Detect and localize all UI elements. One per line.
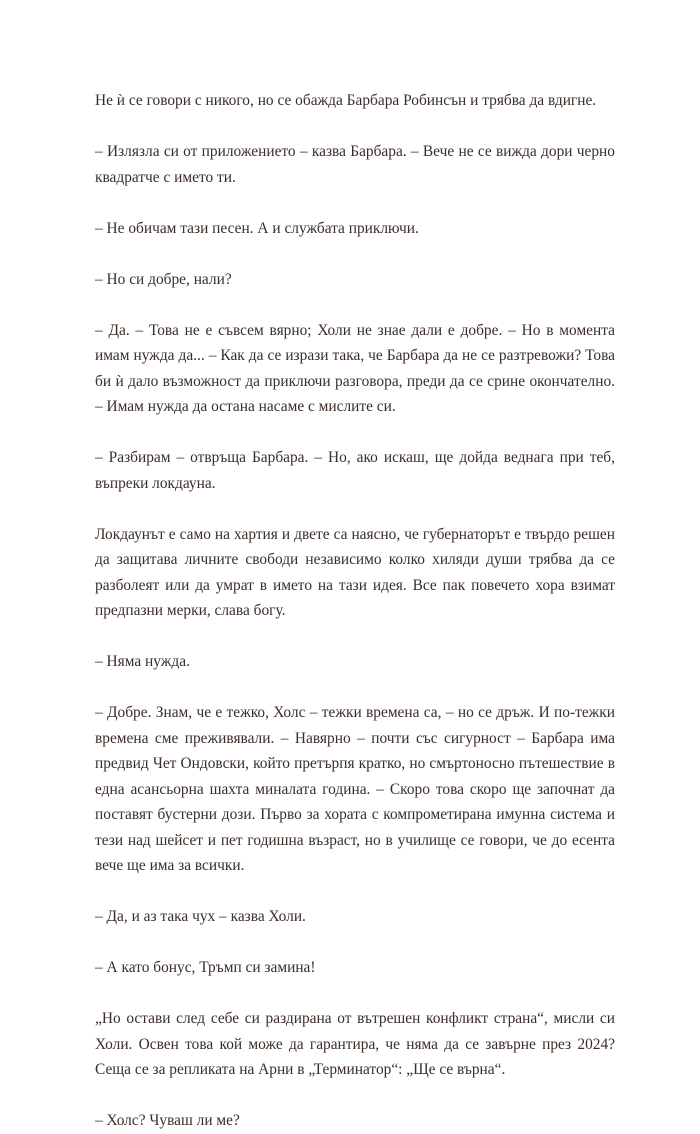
paragraph-13: – Холс? Чуваш ли ме? xyxy=(95,1112,240,1129)
paragraph-5: – Да. – Това не е съвсем вярно; Холи не знае дали е добре. – Но в момента имам нужда да... – Как да се изрази така, че Барбара да не се разтревожи? Това би ѝ дало възможност да приключи разговора, преди да се срине окончателно. – Имам нужда да остана насаме с мислите си. xyxy=(95,321,615,415)
paragraph-1: Не ѝ се говори с никого, но се обажда Барбара Робинсън и трябва да вдигне. xyxy=(95,92,597,109)
paragraph-9: – Добре. Знам, че е тежко, Холс – тежки времена са, – но се дръж. И по-тежки времена сме преживявали. – Навярно – почти със сигурност – Барбара има предвид Чет Ондовски, който претърпя кратко, но смъртоносно пътешествие в една асансьорна шахта миналата година. – Скоро това скоро ще започнат да поставят бустерни дози. Първо за хората с компрометирана имунна система и тези над шейсет и пет годишна възраст, но в училище се говори, че до есента вече ще има за всички. xyxy=(95,704,615,874)
paragraph-12: „Но остави след себе си раздирана от вътрешен конфликт страна“, мисли си Холи. Освен това кой може да гарантира, че няма да се завърне през 2024? Сеща се за репликата на Арни в „Терминатор“: „Ще се върна“. xyxy=(95,1010,615,1078)
paragraph-8: – Няма нужда. xyxy=(95,653,190,670)
paragraph-4: – Но си добре, нали? xyxy=(95,270,232,288)
book-page xyxy=(95,88,615,1134)
paragraph-11: – А като бонус, Тръмп си замина! xyxy=(95,959,316,976)
paragraph-7: Локдаунът е само на хартия и двете са наясно, че губернаторът е твърдо решен да защитава личните свободи независимо колко хиляди души трябва да се разболеят или да умрат в името на тази идея. Все пак повечето хора взимат предпазни мерки, слава богу. xyxy=(95,525,615,619)
paragraph-2: – Излязла си от приложението – казва Барбара. – Вече не се вижда дори черно квадратче с името ти. xyxy=(95,143,615,186)
paragraph-10: – Да, и аз така чух – казва Холи. xyxy=(95,908,306,925)
paragraph-3: – Не обичам тази песен. А и службата приключи. xyxy=(95,219,419,237)
paragraph-6: – Разбирам – отвръща Барбара. – Но, ако искаш, ще дойда веднага при теб, въпреки локдауна. xyxy=(95,449,615,492)
